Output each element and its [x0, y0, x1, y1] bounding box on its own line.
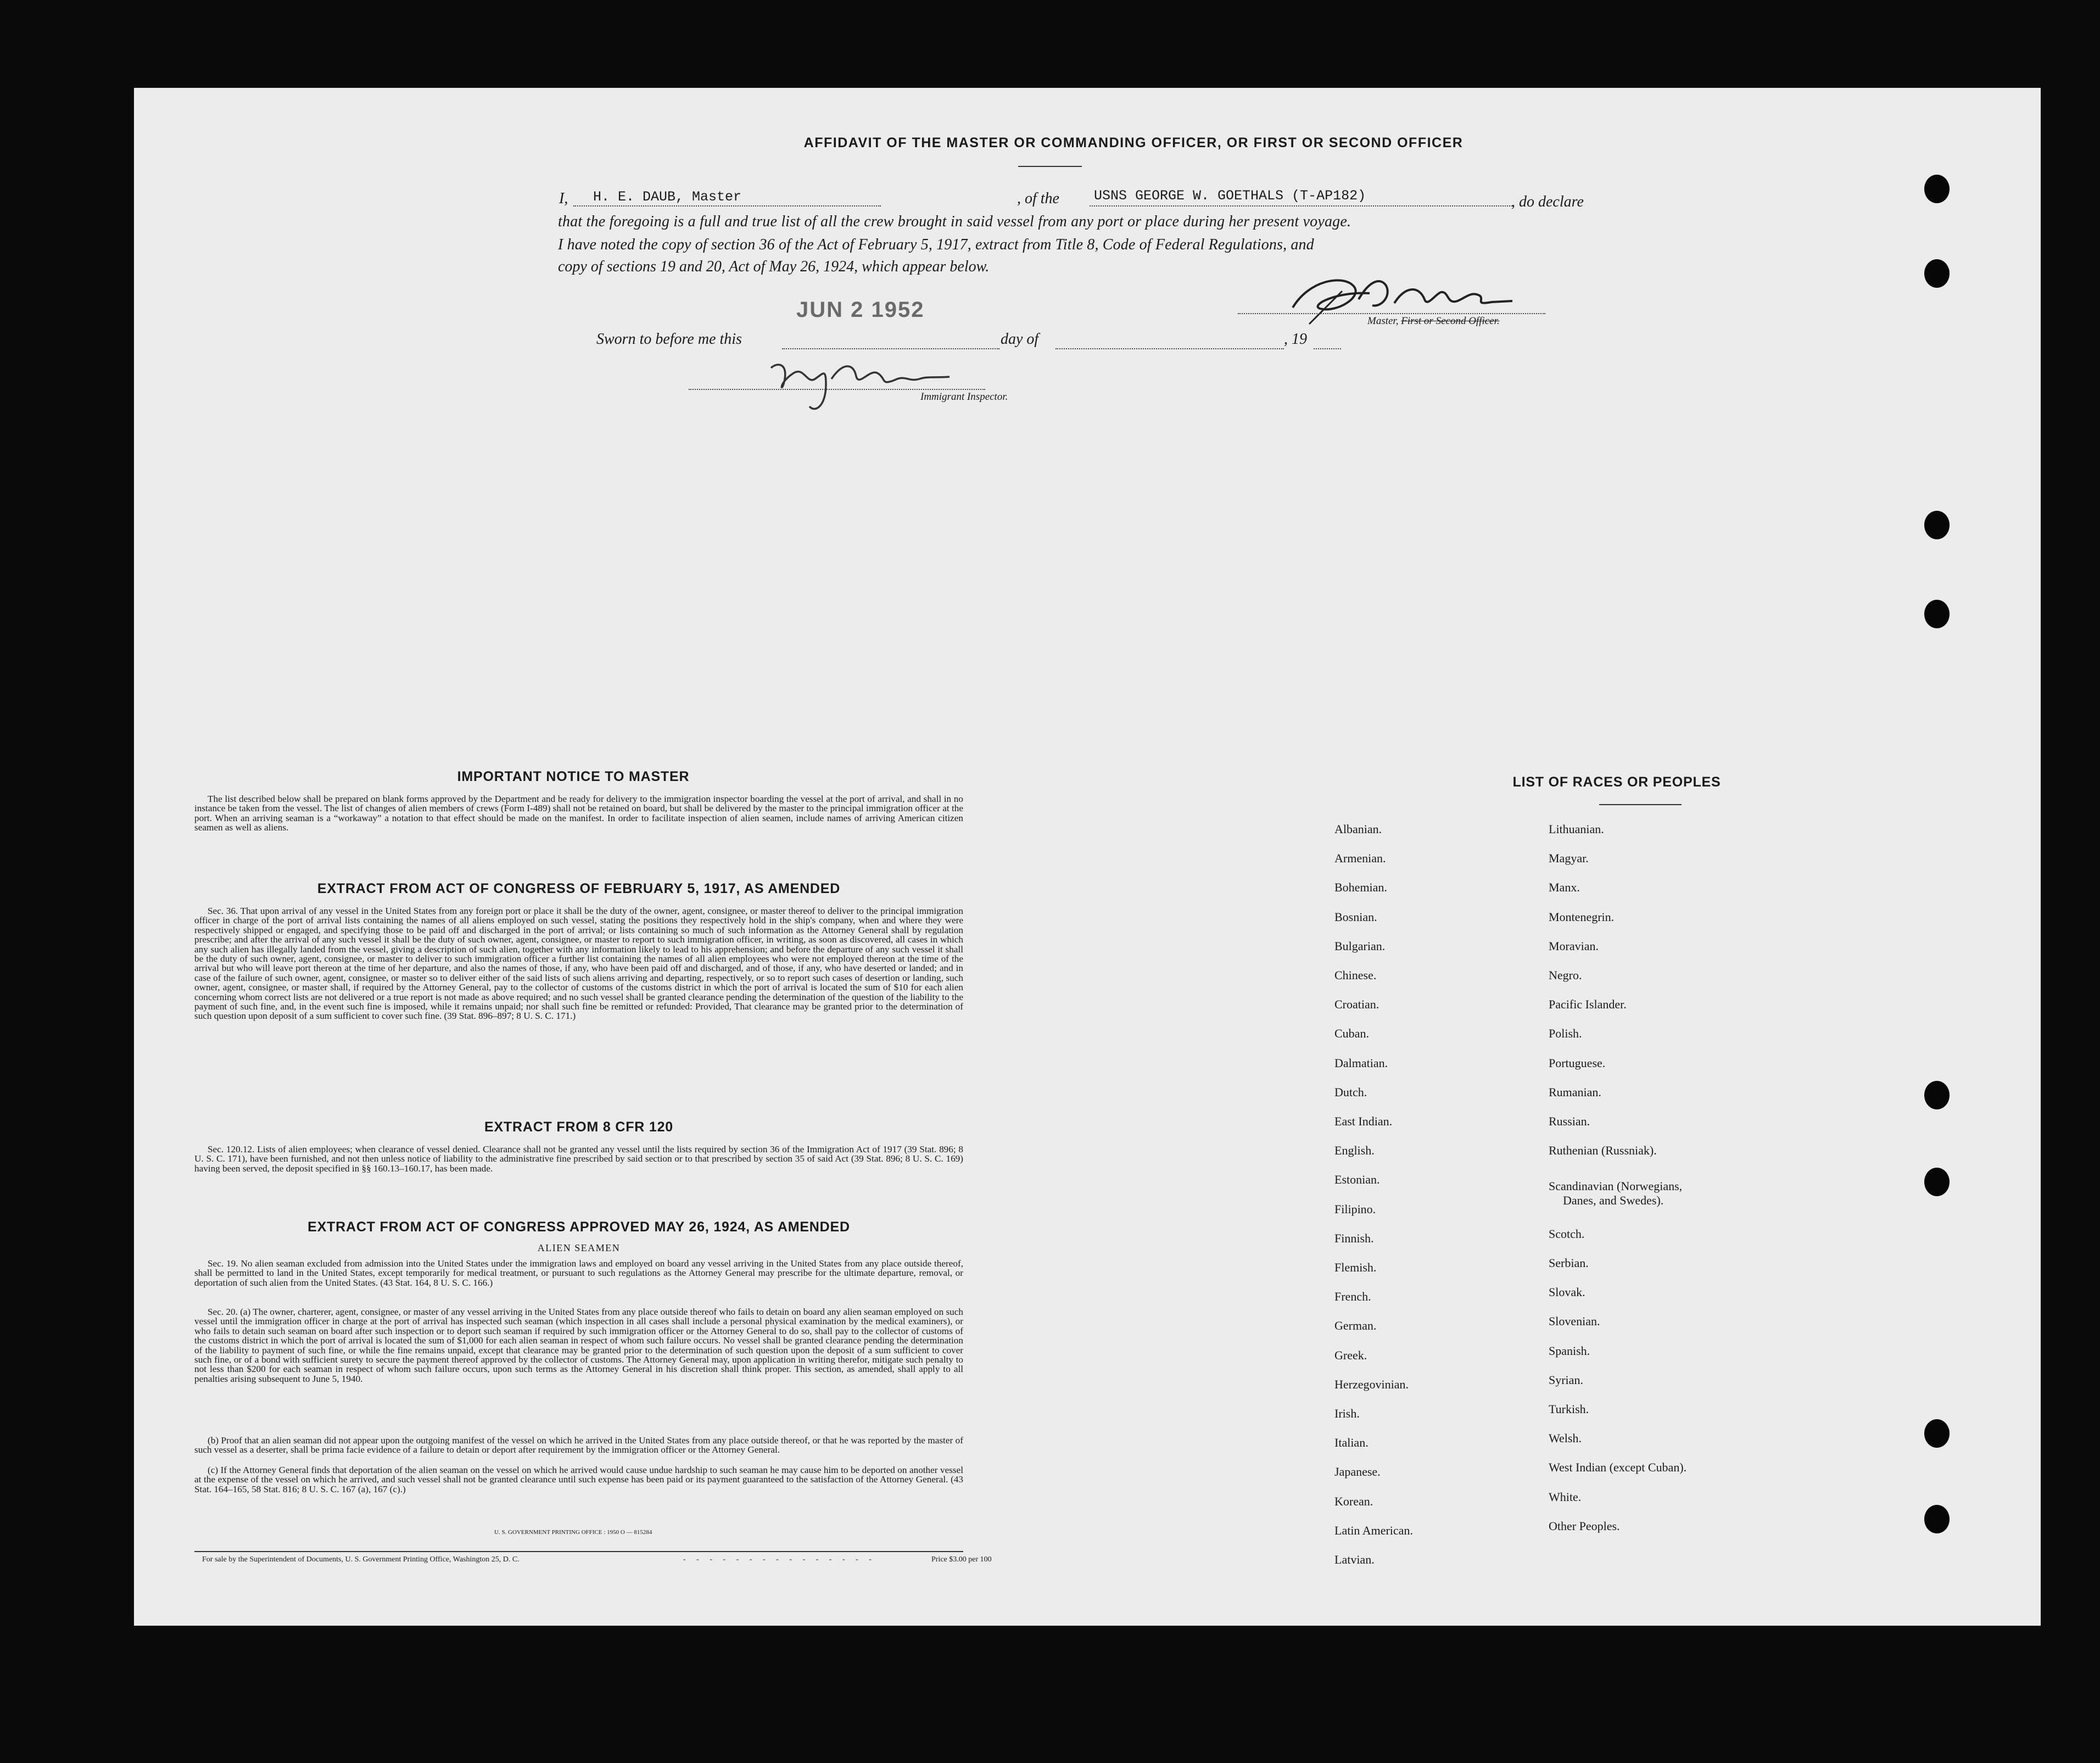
punch-hole	[1924, 1081, 1950, 1109]
race-item: Turkish.	[1549, 1402, 1589, 1416]
master-name: H. E. DAUB, Master	[593, 189, 742, 205]
races-title: LIST OF RACES OR PEOPLES	[1512, 774, 1721, 790]
sworn-text: Sworn to before me this	[596, 331, 742, 348]
race-item: Pacific Islander.	[1549, 997, 1627, 1012]
extract-1917-body: Sec. 36. That upon arrival of any vessel in the United States from any foreign port or place it shall be the duty of the owner, agent, consignee, or master thereof to deliver to the principal immigration officer in charge of the port of arrival lists containing the names of all aliens employed on such vessel, stating the positions they respectively hold in the ship's company, when and where they were respectively shipped or engaged, and specifying those to be paid off and discharged in the port of arrival; or lists containing so much of such information as the Attorney General shall by regulation prescribe; and after the arrival of any such vessel it shall be the duty of such owner, agent, consignee, or master to report to such immigration officer, in writing, as soon as discovered, all cases in which any such alien has illegally landed from the vessel, giving a description of such alien, together with any information likely to lead to his apprehension; and before the departure of any such vessel it shall be the duty of such owner, agent, consignee, or master to deliver to such immigration officer a further list containing the names of all alien employees who were not employed thereon at the time of the arrival but who will leave port thereon at the time of her departure, and also the names of those, if any, who have been paid off and discharged, and of those, if any, who have deserted or landed; and in case of the failure of such owner, agent, consignee, or master so to deliver either of the said lists of such aliens arriving and departing, respectively, or so to report such cases of desertion or landing, such owner, agent, consignee, or master shall, if required by the Attorney General, pay to the collector of customs of the customs district in which the port of arrival is located the sum of $10 for each alien concerning whom correct lists are not delivered or a true report is not made as above required; and no such vessel shall be granted clearance pending the determination of the question of the liability to the payment of such fine, and, in the event such fine is imposed, while it remains unpaid; nor shall such fine be remitted or refunded: Provided, That clearance may be granted prior to the determination of such question upon deposit of a sum sufficient to cover such fine. (39 Stat. 896–897; 8 U. S. C. 171.)	[194, 906, 963, 1022]
sec20c-body: (c) If the Attorney General finds that deportation of the alien seaman on the vessel on which he arrived would cause undue hardship to such seaman he may cause him to be deported on another vessel at the expense of the vessel on which he arrived, and such vessel shall not be granted clearance until such expense has been paid or its payment guaranteed to the satisfaction of the Attorney General. (43 Stat. 164–165, 58 Stat. 816; 8 U. S. C. 167 (a), 167 (c).)	[194, 1465, 963, 1494]
race-item: Scandinavian (Norwegians,	[1549, 1179, 1683, 1193]
extract-cfr-title: EXTRACT FROM 8 CFR 120	[484, 1119, 674, 1135]
race-item: Greek.	[1334, 1348, 1367, 1362]
year-prefix: , 19	[1284, 331, 1307, 348]
document-page	[134, 88, 2041, 1626]
race-item: Latin American.	[1334, 1523, 1413, 1537]
race-item: Filipino.	[1334, 1202, 1376, 1216]
sec19-body: Sec. 19. No alien seaman excluded from admission into the United States under the immigration laws and employed on board any vessel arriving in the United States from any place outside thereof, shall be permitted to land in the United States, except temporarily for medical treatment, or pursuant to such regulations as the Attorney General may prescribe for the ultimate departure, removal, or deportation of such alien from the United States. (43 Stat. 164, 8 U. S. C. 166.)	[194, 1258, 963, 1288]
alien-seamen-subtitle: ALIEN SEAMEN	[537, 1242, 621, 1253]
race-item: Montenegrin.	[1549, 910, 1615, 924]
race-item: Armenian.	[1334, 851, 1386, 866]
of-the-text: , of the	[1017, 190, 1059, 207]
race-item: Croatian.	[1334, 997, 1379, 1012]
race-item: Chinese.	[1334, 968, 1377, 982]
race-item: Slovak.	[1549, 1285, 1585, 1299]
affidavit-title: AFFIDAVIT OF THE MASTER OR COMMANDING OFFICER, OR FIRST OR SECOND OFFICER	[803, 135, 1464, 150]
do-declare-text: , do declare	[1511, 193, 1584, 210]
races-title-rule	[1599, 804, 1682, 805]
punch-hole	[1924, 1168, 1950, 1196]
affidavit-line3: I have noted the copy of section 36 of the Act of February 5, 1917, extract from Title 8, Code of Federal Regulations, and	[558, 236, 1314, 253]
race-item: Irish.	[1334, 1407, 1360, 1420]
footer-rule	[194, 1551, 963, 1552]
race-item: Ruthenian (Russniak).	[1549, 1143, 1657, 1158]
race-item: Portuguese.	[1549, 1056, 1606, 1070]
notice-body: The list described below shall be prepared on blank forms approved by the Department and be ready for delivery to the immigration inspector boarding the vessel at the port of arrival, and shall in no instance be taken from the vessel. The list of changes of alien members of crews (Form I-489) shall not be retained on board, but shall be delivered by the master to the principal immigration officer at the port. When an arriving seaman is a “workaway” a notation to that effect should be made on the manifest. In order to facilitate inspection of alien seamen, include names of arriving American citizen seamen as well as aliens.	[194, 794, 963, 833]
race-item: Korean.	[1334, 1494, 1373, 1508]
printing-office-note: U. S. GOVERNMENT PRINTING OFFICE : 1950 O — 815284	[494, 1529, 652, 1536]
master-label	[1367, 315, 1500, 327]
race-item: Japanese.	[1334, 1465, 1381, 1479]
race-item: Bosnian.	[1334, 910, 1377, 924]
officer-label-struck: First or Second Officer.	[1401, 315, 1500, 327]
inspector-signature-line	[689, 389, 985, 390]
race-item: Magyar.	[1549, 851, 1589, 866]
race-item: East Indian.	[1334, 1114, 1393, 1128]
footer-left: For sale by the Superintendent of Documents, U. S. Government Printing Office, Washington 25, D. C.	[202, 1555, 520, 1564]
sworn-year-line	[1314, 348, 1341, 349]
race-item: Danes, and Swedes).	[1563, 1193, 1664, 1208]
race-item: Welsh.	[1549, 1431, 1582, 1446]
race-item: Russian.	[1549, 1114, 1590, 1128]
master-label-text: Master,	[1367, 315, 1399, 327]
affidavit-line2: that the foregoing is a full and true list of all the crew brought in said vessel from any port or place during her present voyage.	[558, 213, 1351, 230]
sworn-month-line	[1055, 348, 1284, 349]
sec20b-body: (b) Proof that an alien seaman did not appear upon the outgoing manifest of the vessel on which he arrived in the United States from any place outside thereof, or that he was reported by the master of such vessel as a deserter, shall be prima facie evidence of a failure to detain or deport after requirement by the immigration officer or the Attorney General.	[194, 1435, 963, 1455]
punch-hole	[1924, 1505, 1950, 1533]
race-item: Flemish.	[1334, 1260, 1377, 1274]
race-item: Rumanian.	[1549, 1085, 1601, 1099]
race-item: Syrian.	[1549, 1373, 1583, 1387]
race-item: Other Peoples.	[1549, 1519, 1620, 1533]
vessel-name: USNS GEORGE W. GOETHALS (T-AP182)	[1094, 188, 1366, 204]
extract-cfr-body: Sec. 120.12. Lists of alien employees; when clearance of vessel denied. Clearance shall not be granted any vessel until the lists required by section 36 of the Immigration Act of 1917 (39 Stat. 896; 8 U. S. C. 171), have been furnished, and not then unless notice of liability to the administrative fine prescribed by said section or to that prescribed by section 35 of said Act (39 Stat. 896; 8 U. S. C. 169) having been served, the deposit specified in §§ 160.13–160.17, has been made.	[194, 1144, 963, 1174]
affidavit-line4: copy of sections 19 and 20, Act of May 26, 1924, which appear below.	[558, 258, 990, 275]
extract-1917-title: EXTRACT FROM ACT OF CONGRESS OF FEBRUARY 5, 1917, AS AMENDED	[317, 881, 841, 896]
race-item: Latvian.	[1334, 1553, 1375, 1566]
punch-hole	[1924, 175, 1950, 203]
date-stamp: JUN 2 1952	[796, 298, 925, 322]
punch-hole	[1924, 259, 1950, 288]
extract-1924-title: EXTRACT FROM ACT OF CONGRESS APPROVED MAY 26, 1924, AS AMENDED	[308, 1219, 850, 1235]
vessel-name-line	[1090, 205, 1512, 207]
race-item: White.	[1549, 1489, 1582, 1504]
race-item: Bulgarian.	[1334, 939, 1386, 953]
race-item: Moravian.	[1549, 939, 1599, 953]
race-item: Cuban.	[1334, 1026, 1369, 1041]
punch-hole	[1924, 511, 1950, 539]
notice-title: IMPORTANT NOTICE TO MASTER	[457, 769, 690, 784]
sec20a-body: Sec. 20. (a) The owner, charterer, agent, consignee, or master of any vessel arriving in the United States from any place outside thereof who fails to detain on board any alien seaman employed on such vessel until the immigration officer in charge at the port of arrival has inspected such seaman (which inspection in all cases shall include a personal physical examination by the medical examiners), or who fails to detain such seaman on board after such inspection or to deport such seaman if required by such immigration officer or the Attorney General to do so, shall pay to the collector of customs of the customs district in which the port of arrival is located the sum of $1,000 for each alien seaman in respect of whom such failure occurs. No vessel shall be granted clearance pending the determination of the liability to payment of such fine, or while the fine remains unpaid, except that clearance may be granted prior to the determination of such question upon the deposit of a sum sufficient to cover such fine, or of a bond with sufficient surety to secure the payment thereof approved by the collector of customs. The Attorney General may, upon application in writing therefor, mitigate such penalty to not less than $200 for each seaman in respect of whom such failure occurs, upon such terms as the Attorney General in his discretion shall think proper. This section, as amended, shall apply to all penalties arising subsequent to June 5, 1940.	[194, 1307, 963, 1384]
race-item: Bohemian.	[1334, 880, 1387, 895]
race-item: Dalmatian.	[1334, 1056, 1388, 1070]
race-item: Estonian.	[1334, 1173, 1380, 1187]
race-item: West Indian (except Cuban).	[1549, 1460, 1687, 1475]
race-item: German.	[1334, 1319, 1377, 1333]
footer-right: Price $3.00 per 100	[931, 1555, 992, 1564]
affidavit-i: I,	[559, 190, 568, 207]
race-item: Albanian.	[1334, 822, 1382, 836]
sworn-day-line	[782, 348, 999, 349]
race-item: Scotch.	[1549, 1226, 1585, 1241]
footer-dashes: - - - - - - - - - - - - - - -	[683, 1555, 876, 1564]
master-name-line	[573, 205, 881, 207]
race-item: Finnish.	[1334, 1231, 1374, 1245]
day-of-text: day of	[1001, 331, 1039, 348]
race-item: Spanish.	[1549, 1343, 1590, 1358]
punch-hole	[1924, 1419, 1950, 1448]
race-item: English.	[1334, 1143, 1375, 1158]
master-signature-line	[1238, 313, 1545, 314]
race-item: Italian.	[1334, 1436, 1369, 1450]
punch-hole	[1924, 600, 1950, 628]
race-item: Polish.	[1549, 1026, 1582, 1041]
race-item: Manx.	[1549, 880, 1580, 895]
race-item: French.	[1334, 1290, 1371, 1304]
race-item: Lithuanian.	[1549, 822, 1604, 836]
title-rule	[1018, 166, 1082, 167]
race-item: Dutch.	[1334, 1085, 1367, 1099]
race-item: Herzegovinian.	[1334, 1377, 1409, 1391]
inspector-signature	[760, 352, 963, 417]
race-item: Slovenian.	[1549, 1314, 1600, 1329]
inspector-label: Immigrant Inspector.	[920, 391, 1008, 403]
race-item: Serbian.	[1549, 1256, 1589, 1270]
race-item: Negro.	[1549, 968, 1582, 982]
